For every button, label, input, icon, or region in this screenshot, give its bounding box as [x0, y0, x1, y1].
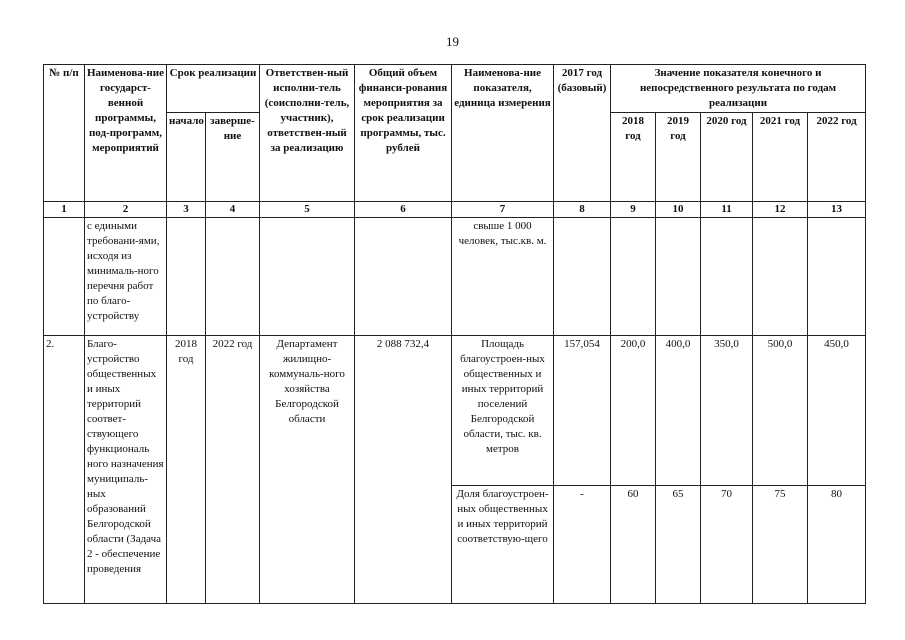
col-number: 13 [808, 202, 866, 218]
header-values: Значение показателя конечного и непосредственного результата по годам реализации [611, 65, 866, 113]
header-start: начало [167, 113, 206, 202]
row-finance-cell [355, 218, 452, 336]
col-number: 2 [85, 202, 167, 218]
indicator-name: Доля благоустроен-ных общественных и иных территорий соответствую-щего [452, 486, 554, 604]
program-table [43, 64, 866, 604]
row-indicator-cell: свыше 1 000 человек, тыс.кв. м. [452, 218, 554, 336]
header-num: № п/п [44, 65, 85, 202]
col-number: 12 [753, 202, 808, 218]
indicator-value-2021: 75 [753, 486, 808, 604]
indicator-value-2018: 200,0 [611, 336, 656, 486]
indicator-value-2022: 80 [808, 486, 866, 604]
indicator-name: Площадь благоустроен-ных общественных и иных территорий поселений Белгородской области, тыс. кв. метров [452, 336, 554, 486]
indicator-value-2019: 400,0 [656, 336, 701, 486]
indicator-value-2020: 350,0 [701, 336, 753, 486]
col-number: 5 [260, 202, 355, 218]
row-value-cell [753, 218, 808, 336]
col-number: 7 [452, 202, 554, 218]
header-year-2021: 2021 год [753, 113, 808, 202]
row-value-cell [701, 218, 753, 336]
col-number: 9 [611, 202, 656, 218]
header-term: Срок реализации [167, 65, 260, 113]
header-year-2019: 2019 год [656, 113, 701, 202]
col-number: 10 [656, 202, 701, 218]
table-row [44, 218, 866, 336]
header-responsible: Ответствен-ный исполни-тель (соисполни-тель, участник), ответствен-ный за реализацию [260, 65, 355, 202]
row-start-cell [167, 218, 206, 336]
col-number: 8 [554, 202, 611, 218]
header-year-2020: 2020 год [701, 113, 753, 202]
row-base-cell [554, 218, 611, 336]
row-start: 2018 год [167, 336, 206, 604]
header-year-2018: 2018 год [611, 113, 656, 202]
col-number: 11 [701, 202, 753, 218]
row-responsible: Департамент жилищно-коммуналь-ного хозяйства Белгородской области [260, 336, 355, 604]
header-year-2022: 2022 год [808, 113, 866, 202]
col-number: 4 [206, 202, 260, 218]
row-num-cell [44, 218, 85, 336]
header-name: Наименова-ние государст-венной программы, под-программ, мероприятий [85, 65, 167, 202]
header-end: заверше-ние [206, 113, 260, 202]
row-name: Благо-устройство общественных и иных территорий соответ-ствующего функциональ ного назначения муниципаль-ных образований Белгородской области (Задача 2 - обеспечение проведения [85, 336, 167, 604]
indicator-value-2021: 500,0 [753, 336, 808, 486]
indicator-value-2019: 65 [656, 486, 701, 604]
col-number: 3 [167, 202, 206, 218]
indicator-base: 157,054 [554, 336, 611, 486]
row-resp-cell [260, 218, 355, 336]
row-finance: 2 088 732,4 [355, 336, 452, 604]
col-number: 1 [44, 202, 85, 218]
col-number: 6 [355, 202, 452, 218]
row-value-cell [611, 218, 656, 336]
row-num: 2. [44, 336, 85, 604]
header-finance: Общий объем финанси-рования мероприятия за срок реализации программы, тыс. рублей [355, 65, 452, 202]
indicator-value-2018: 60 [611, 486, 656, 604]
indicator-value-2022: 450,0 [808, 336, 866, 486]
header-indicator: Наименова-ние показателя, единица измерения [452, 65, 554, 202]
indicator-base: - [554, 486, 611, 604]
row-end-cell [206, 218, 260, 336]
row-value-cell [808, 218, 866, 336]
row-value-cell [656, 218, 701, 336]
header-base-year: 2017 год (базовый) [554, 65, 611, 202]
page-number: 19 [446, 34, 459, 49]
indicator-value-2020: 70 [701, 486, 753, 604]
row-name-cell: с едиными требовани-ями, исходя из минималь-ного перечня работ по благо-устройству [85, 218, 167, 336]
table-row [44, 336, 866, 486]
row-end: 2022 год [206, 336, 260, 604]
